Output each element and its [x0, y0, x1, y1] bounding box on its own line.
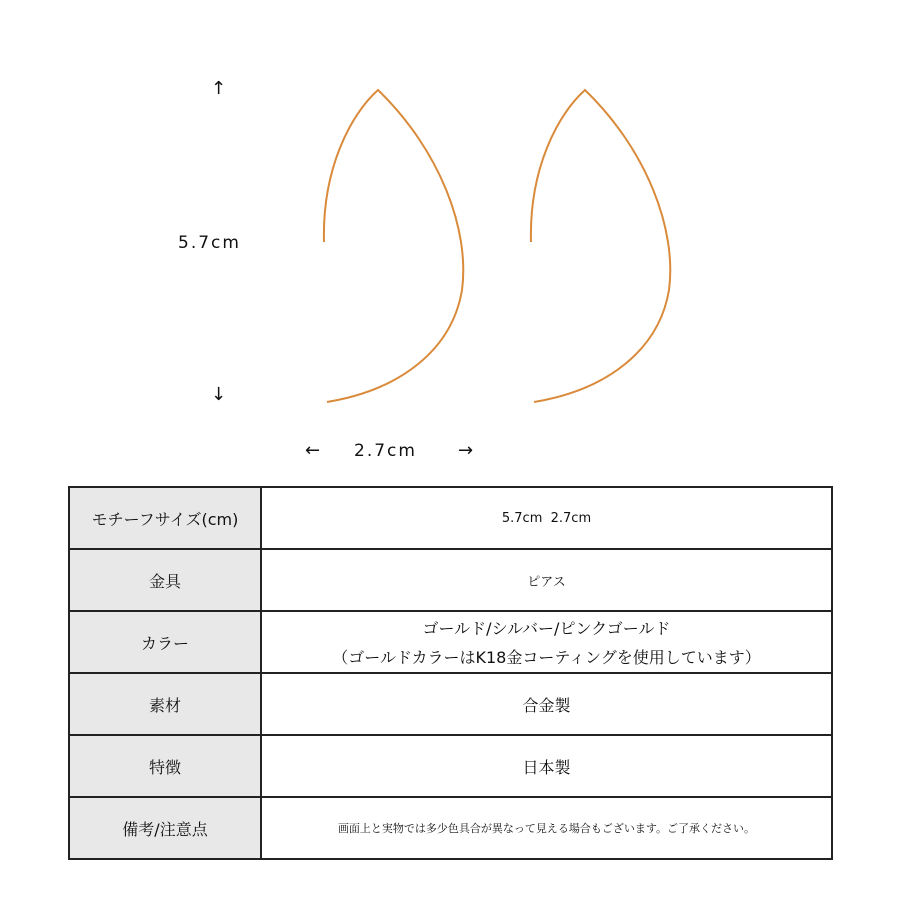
earring-left: [324, 90, 463, 402]
spec-label: 特徴: [69, 735, 261, 797]
spec-label: 金具: [69, 549, 261, 611]
spec-value: 合金製: [261, 673, 832, 735]
color-options: ゴールド/シルバー/ピンクゴールド: [422, 619, 671, 638]
spec-label: 素材: [69, 673, 261, 735]
spec-value: ピアス: [261, 549, 832, 611]
spec-label: モチーフサイズ(cm): [69, 487, 261, 549]
table-row: [69, 611, 832, 673]
spec-value: 5.7cm 2.7cm: [261, 487, 832, 549]
table-row: [69, 735, 832, 797]
spec-value: 画面上と実物では多少色具合が異なって見える場合もございます。ご了承ください。: [261, 797, 832, 859]
color-note: （ゴールドカラーはK18金コーティングを使用しています）: [332, 648, 761, 667]
spec-table: [68, 486, 833, 860]
table-row: [69, 797, 832, 859]
spec-label: カラー: [69, 611, 261, 673]
spec-value: [261, 611, 832, 673]
width-label: 2.7cm: [354, 441, 417, 461]
spec-label: 備考/注意点: [69, 797, 261, 859]
up-arrow: ↑: [211, 78, 227, 99]
down-arrow: ↓: [211, 384, 227, 405]
spec-value: 日本製: [261, 735, 832, 797]
left-arrow: ←: [305, 440, 321, 461]
earring-right: [531, 90, 670, 402]
table-row: [69, 549, 832, 611]
height-label: 5.7cm: [178, 233, 241, 253]
right-arrow: →: [458, 440, 474, 461]
table-row: [69, 673, 832, 735]
table-row: [69, 487, 832, 549]
